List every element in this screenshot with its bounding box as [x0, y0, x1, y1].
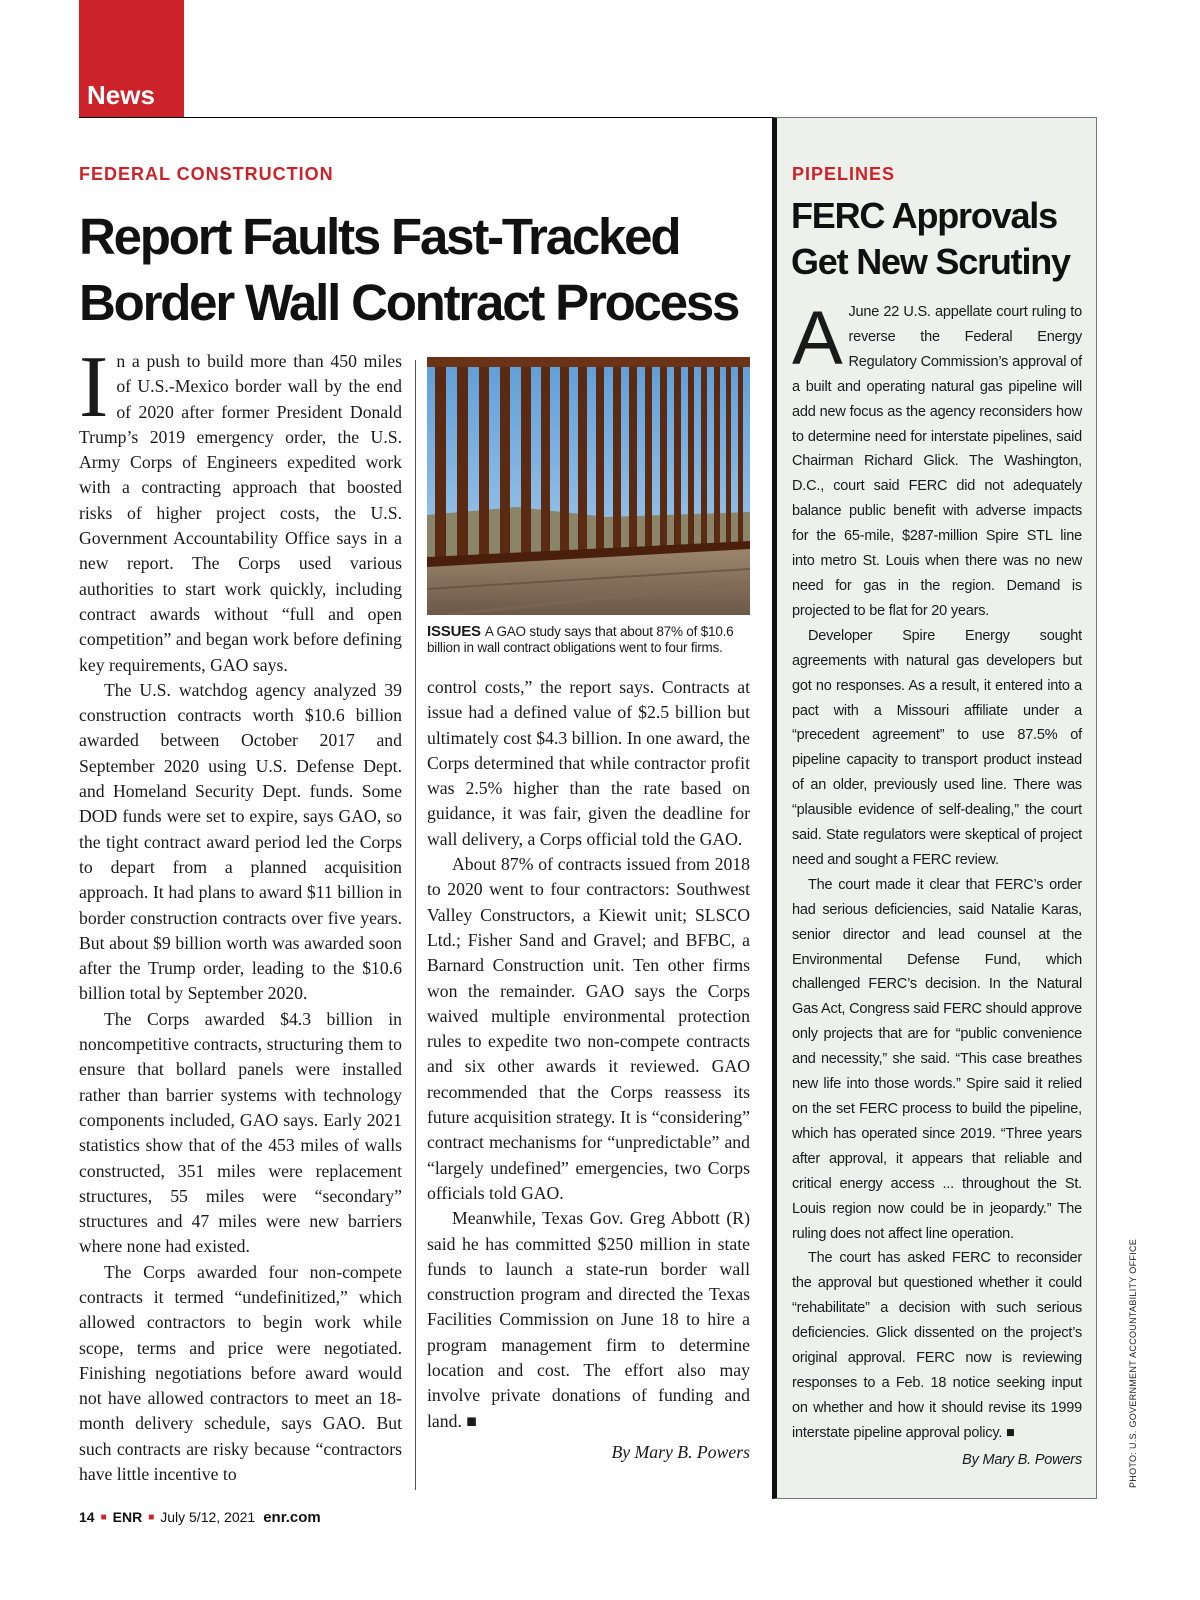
article-paragraph: The U.S. watchdog agency analyzed 39 construction contracts worth $10.6 billion awarded between October 2017 and September 2020 using U.S. Defense Dept. and Homeland Security Dept. funds. Some DOD funds were set to expire, says GAO, so the tight contract award period led the Corps to depart from a planned acquisition approach. It had plans to award $11 billion in border construction contracts over five years. But about $9 billion worth was awarded soon after the Trump order, leading to the $10.6 billion total by September 2020.	[79, 679, 402, 1004]
headline-line-1: Report Faults Fast-Tracked	[79, 208, 680, 265]
section-tab	[79, 0, 184, 117]
article-column-2	[427, 675, 750, 1465]
article-paragraph: The Corps awarded $4.3 billion in noncompetitive contracts, structuring them to ensure that bollard panels were installed rather than barrier systems with technology components included, GAO says. Early 2021 statistics show that of the 453 miles of walls constructed, 351 miles were replacement structures, 55 miles were “secondary” structures and 47 miles were new barriers where none had existed.	[79, 1008, 402, 1257]
sidebar-headline-line-2: Get New Scrutiny	[791, 241, 1070, 282]
article-column-1	[79, 339, 402, 1487]
caption-label: ISSUES	[427, 623, 481, 640]
dropcap-a: A	[792, 296, 843, 381]
sidebar-byline: By Mary B. Powers	[962, 1451, 1082, 1468]
main-byline: By Mary B. Powers	[611, 1441, 750, 1462]
page-footer	[79, 1509, 321, 1526]
border-wall-photo	[427, 357, 750, 615]
sidebar-body	[792, 296, 1082, 1473]
column-divider	[415, 360, 416, 1490]
photo-credit: PHOTO: U.S. GOVERNMENT ACCOUNTABILITY OFFICE	[1128, 1238, 1138, 1488]
dropcap-i: I	[79, 339, 109, 436]
article-paragraph: Meanwhile, Texas Gov. Greg Abbott (R) said he has committed $250 million in state funds to launch a state-run border wall construction program and directed the Texas Facilities Commission on June 18 to hire a program management firm to determine location and cost. The effort also may involve private donations of funding and land. ■	[427, 1208, 750, 1431]
page-number: 14	[79, 1509, 95, 1525]
article-paragraph: About 87% of contracts issued from 2018 to 2020 went to four contractors: Southwest Valley Constructors, a Kiewit unit; SLSCO Ltd.; Fisher Sand and Gravel; and BFBC, a Barnard Construction unit. Ten other firms won the remainder. GAO says the Corps waived multiple environmental protection rules to expedite two non-compete contracts and six other awards it reviewed. GAO recommended that the Corps reassess its future acquisition strategy. It is “considering” contract mechanisms for “unpredictable” and “largely undefined” emergencies, two Corps officials told GAO.	[427, 854, 750, 1203]
publication-name: ENR	[112, 1509, 143, 1525]
main-headline	[79, 204, 799, 336]
sidebar-headline	[791, 193, 1091, 285]
section-tab-label: News	[87, 80, 155, 110]
sidebar-headline-line-1: FERC Approvals	[791, 195, 1057, 236]
separator-square-icon: ■	[148, 1512, 155, 1523]
separator-square-icon: ■	[100, 1512, 107, 1523]
article-paragraph: control costs,” the report says. Contracts at issue had a defined value of $2.5 billion but ultimately cost $4.3 billion. In one award, the Corps determined that while contractor profit was 2.5% higher than the rate based on guidance, it was fair, given the deadline for wall delivery, a Corps official told the GAO.	[427, 677, 750, 849]
main-kicker: FEDERAL CONSTRUCTION	[79, 164, 334, 184]
caption-text: A GAO study says that about 87% of $10.6 billion in wall contract obligations went to four firms.	[427, 624, 734, 655]
sidebar-paragraph: A June 22 U.S. appellate court ruling to reverse the Federal Energy Regulatory Commission’s approval of a built and operating natural gas pipeline will add new focus as the agency reconsiders how to determine need for interstate pipelines, said Chairman Richard Glick. The Washington, D.C., court said FERC did not adequately balance public benefit with adverse impacts for the 65-mile, $287-million Spire STL line into metro St. Louis when there was no new need for gas in the region. Demand is projected to be flat for 20 years.	[792, 296, 1082, 619]
top-rule	[79, 117, 806, 118]
issue-date: July 5/12, 2021	[160, 1509, 256, 1525]
article-paragraph: The Corps awarded four non-compete contracts it termed “undefinitized,” which allowed contractors to begin work while scope, terms and price were negotiated. Finishing negotiations before award would not have allowed contractors to meet an 18-month delivery schedule, says GAO. But such contracts are risky because “contractors have little incentive to	[79, 1261, 402, 1485]
site-link[interactable]: enr.com	[263, 1509, 321, 1526]
sidebar-kicker: PIPELINES	[792, 164, 896, 184]
photo-caption	[427, 624, 757, 656]
sidebar-paragraph: The court has asked FERC to reconsider the approval but questioned whether it could “rehabilitate” a decision with such serious deficiencies. Glick dissented on the project’s original approval. FERC now is reviewing responses to a Feb. 18 notice seeking input on whether and how it should revise its 1999 interstate pipeline approval policy. ■	[792, 1250, 1082, 1441]
headline-line-2: Border Wall Contract Process	[79, 274, 739, 331]
sidebar-paragraph: The court made it clear that FERC’s order had serious deficiencies, said Natalie Karas, senior director and lead counsel at the Environmental Defense Fund, which challenged FERC’s decision. In the Natural Gas Act, Congress said FERC should approve only projects that are for “public convenience and necessity,” she said. “This case breathes new life into those words.” Spire said it relied on the set FERC process to build the pipeline, which has operated since 2019. “Three years after approval, it appears that reliable and critical energy access ... throughout the St. Louis region now could be in jeopardy.” The ruling does not affect line operation.	[792, 876, 1082, 1242]
article-paragraph: In a push to build more than 450 miles of U.S.-Mexico border wall by the end of 2020 after former President Donald Trump’s 2019 emergency order, the U.S. Army Corps of Engineers expedited work with a contracting approach that boosted risks of higher project costs, the U.S. Government Accountability Office says in a new report. The Corps used various authorities to start work quickly, including contract awards without “full and open competition” and began work before defining key requirements, GAO says.	[79, 339, 402, 675]
sidebar-paragraph: Developer Spire Energy sought agreements with natural gas developers but got no responses. As a result, it entered into a pact with a Missouri affiliate under a “precedent agreement” to use 87.5% of pipeline capacity to transport product instead of an older, previously used line. There was “plausible evidence of self-dealing,” the court said. State regulators were skeptical of project need and sought a FERC review.	[792, 627, 1082, 868]
border-wall-image	[427, 357, 750, 615]
